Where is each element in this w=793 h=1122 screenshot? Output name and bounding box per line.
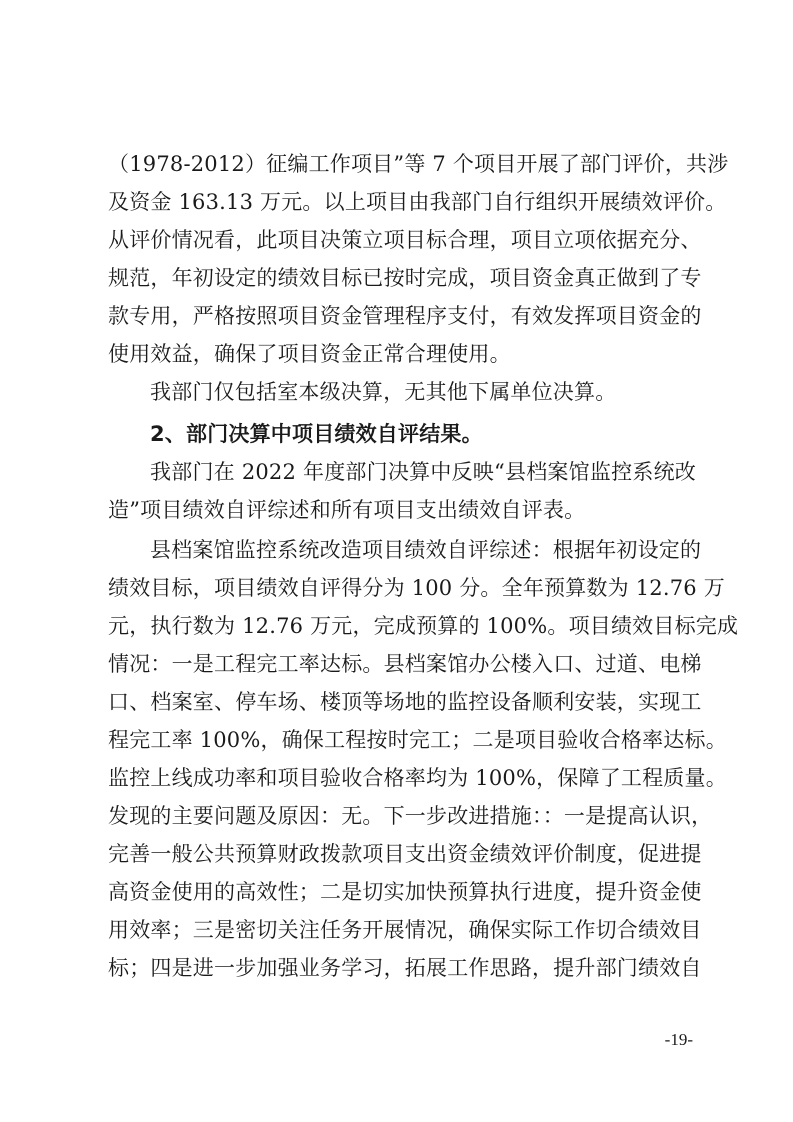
section-heading: 2、部门决算中项目绩效自评结果。 bbox=[150, 422, 483, 446]
text-line: 造”项目绩效自评综述和所有项目支出绩效自评表。 bbox=[108, 498, 586, 522]
text-line: 元，执行数为 12.76 万元，完成预算的 100%。项目绩效目标完成 bbox=[108, 614, 739, 638]
text-line: 从评价情况看，此项目决策立项目标合理，项目立项依据充分、 bbox=[108, 228, 702, 252]
text-line: 程完工率 100%，确保工程按时完工；二是项目验收合格率达标。 bbox=[108, 728, 727, 752]
text-line: 口、档案室、停车场、楼顶等场地的监控设备顺利安装，实现工 bbox=[108, 690, 702, 714]
text-line: 我部门仅包括室本级决算，无其他下属单位决算。 bbox=[150, 380, 617, 404]
text-line: 县档案馆监控系统改造项目绩效自评综述：根据年初设定的 bbox=[150, 538, 702, 562]
text-line: 监控上线成功率和项目验收合格率均为 100%，保障了工程质量。 bbox=[108, 766, 727, 790]
text-line: 发现的主要问题及原因：无。下一步改进措施：：一是提高认识， bbox=[108, 804, 713, 828]
text-line: 款专用，严格按照项目资金管理程序支付，有效发挥项目资金的 bbox=[108, 304, 702, 328]
text-line: 情况：一是工程完工率达标。县档案馆办公楼入口、过道、电梯 bbox=[108, 652, 702, 676]
text-line: 规范，年初设定的绩效目标已按时完成，项目资金真正做到了专 bbox=[108, 266, 702, 290]
text-line: 标；四是进一步加强业务学习，拓展工作思路，提升部门绩效自 bbox=[108, 956, 702, 980]
text-line: 用效率；三是密切关注任务开展情况，确保实际工作切合绩效目 bbox=[108, 918, 702, 942]
text-line: 绩效目标，项目绩效自评得分为 100 分。全年预算数为 12.76 万 bbox=[108, 576, 725, 600]
text-line: 完善一般公共预算财政拨款项目支出资金绩效评价制度，促进提 bbox=[108, 842, 702, 866]
text-line: 及资金 163.13 万元。以上项目由我部门自行组织开展绩效评价。 bbox=[108, 190, 727, 214]
text-line: （1978-2012）征编工作项目”等 7 个项目开展了部门评价，共涉 bbox=[108, 152, 729, 176]
page-number: -19- bbox=[664, 1030, 693, 1049]
text-line: 我部门在 2022 年度部门决算中反映“县档案馆监控系统改 bbox=[150, 460, 696, 484]
text-line: 使用效益，确保了项目资金正常合理使用。 bbox=[108, 342, 511, 366]
text-line: 高资金使用的高效性；二是切实加快预算执行进度，提升资金使 bbox=[108, 880, 702, 904]
